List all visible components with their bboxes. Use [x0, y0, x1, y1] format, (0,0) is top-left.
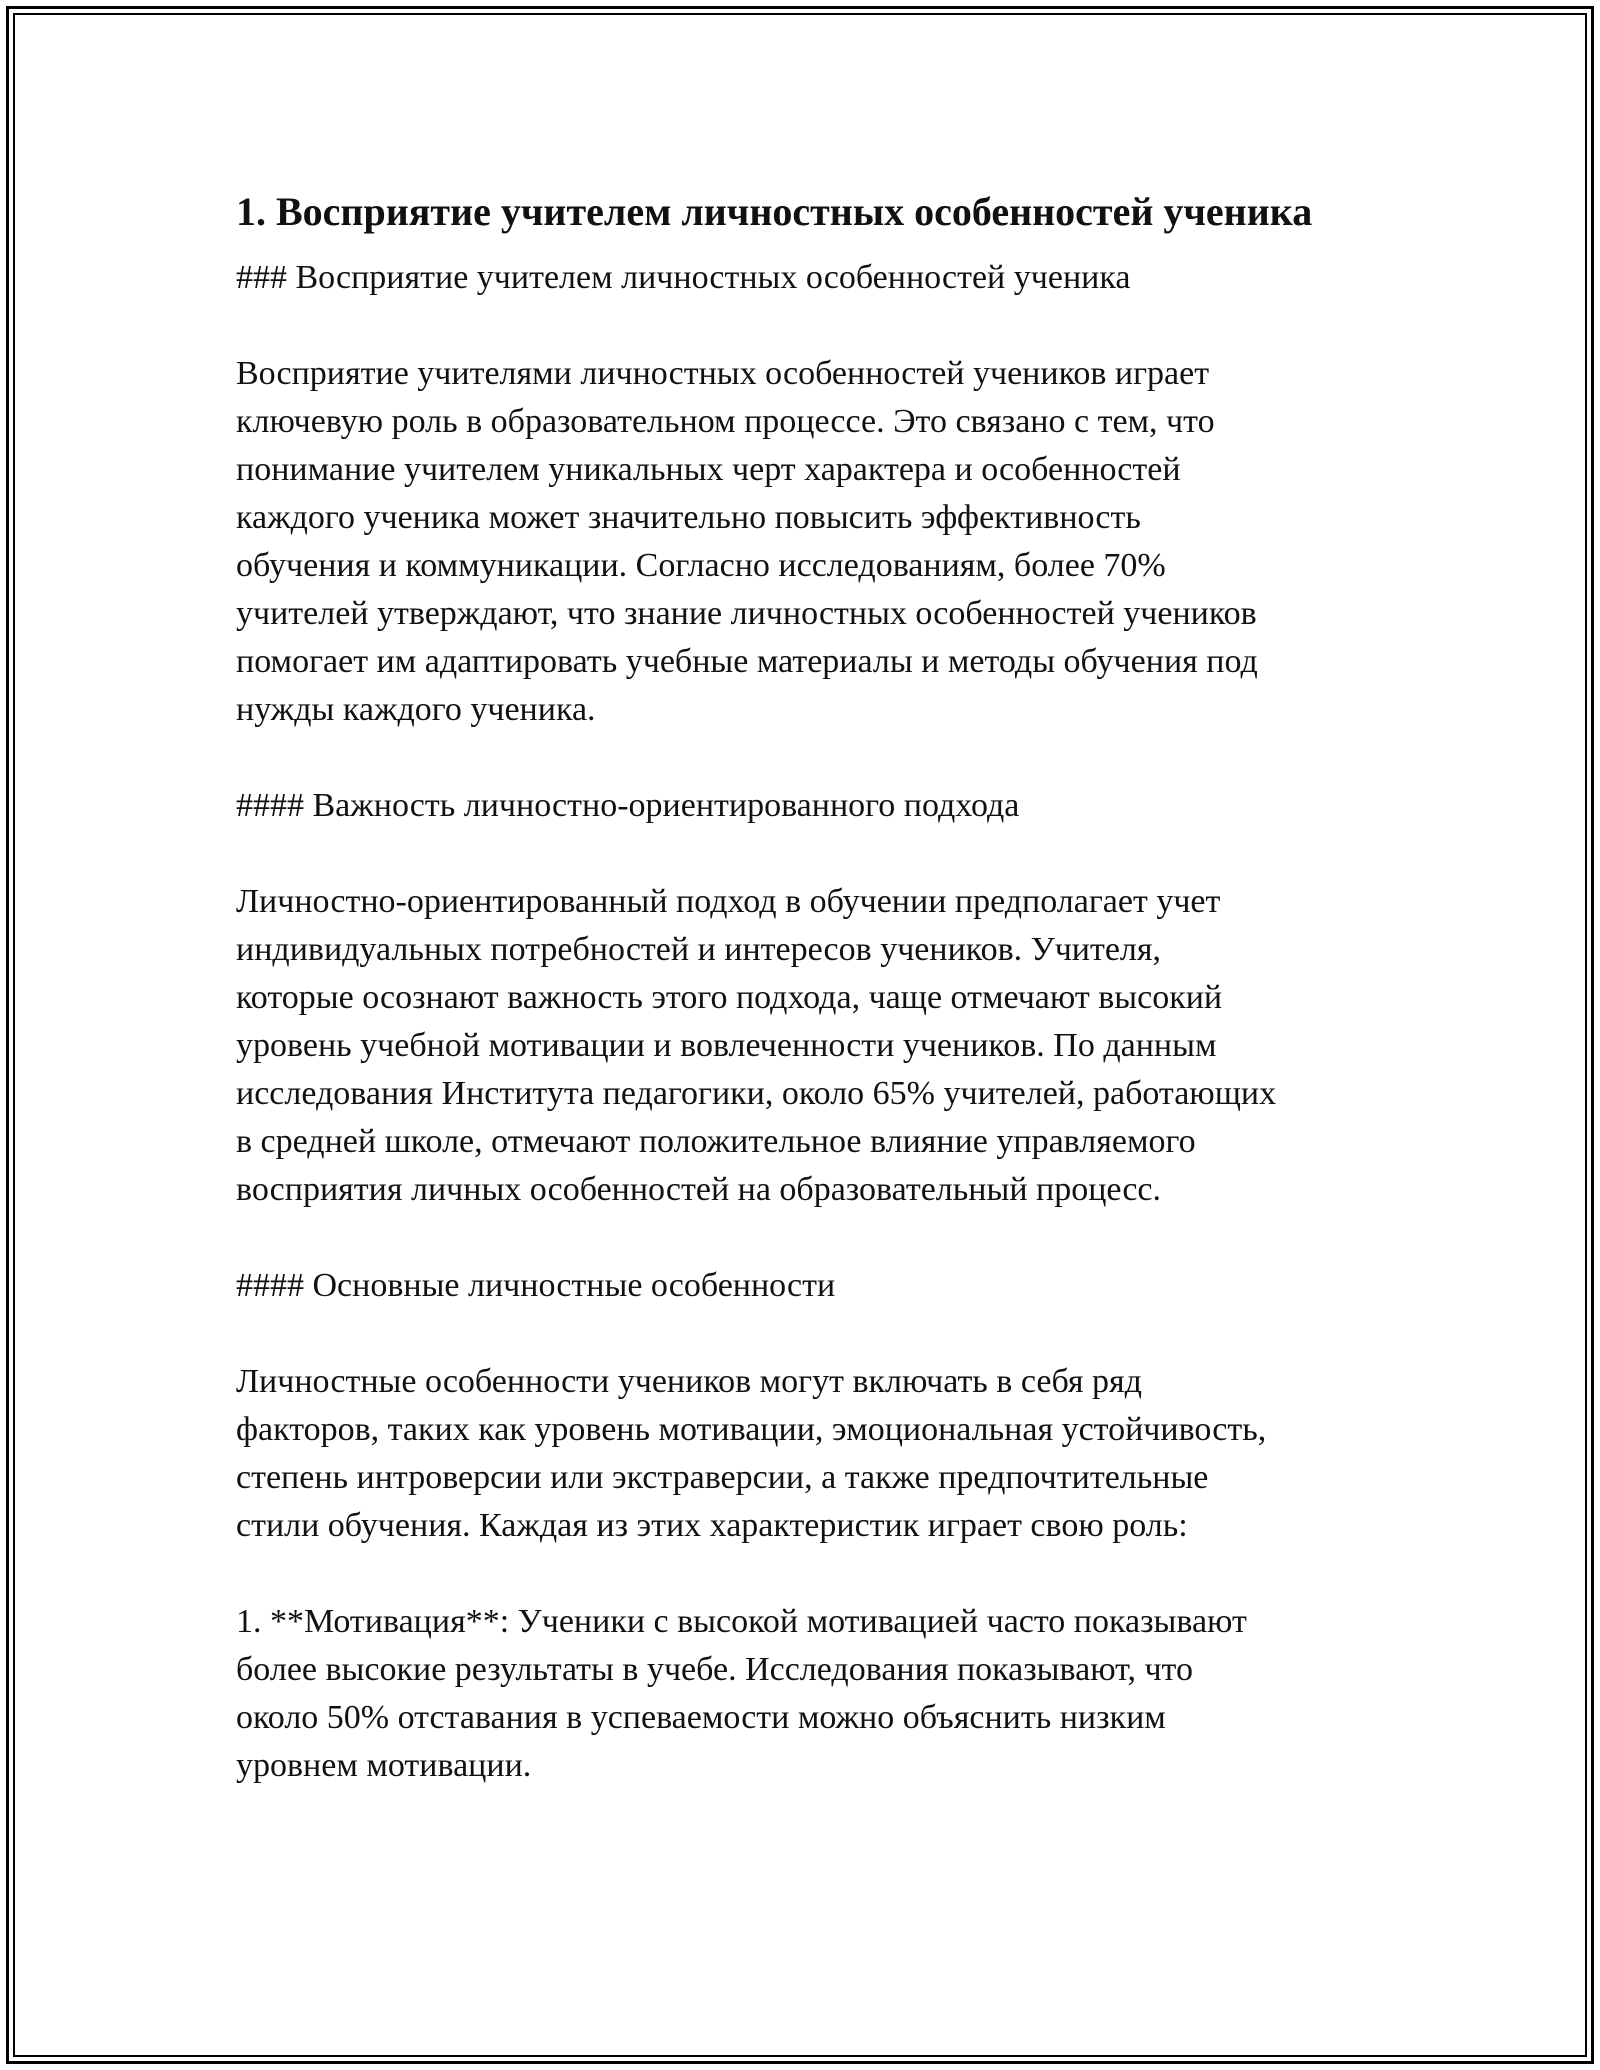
- paragraph-line: более высокие результаты в учебе. Исследования показывают, что: [236, 1651, 1193, 1688]
- paragraph-spacer: [236, 830, 1376, 878]
- paragraph-line: Личностные особенности учеников могут включать в себя ряд: [236, 1363, 1142, 1400]
- paragraph-spacer: [236, 1214, 1376, 1262]
- paragraph-line: уровнем мотивации.: [236, 1747, 532, 1784]
- paragraph-line: стили обучения. Каждая из этих характеристик играет свою роль:: [236, 1507, 1188, 1544]
- document-title: 1. Восприятие учителем личностных особенностей ученика: [236, 189, 1313, 234]
- paragraph-line: уровень учебной мотивации и вовлеченности учеников. По данным: [236, 1027, 1217, 1064]
- subsection-heading-approach: #### Важность личностно-ориентированного подхода: [236, 787, 1020, 824]
- paragraph-intro: [236, 350, 1376, 734]
- paragraph-line: каждого ученика может значительно повысить эффективность: [236, 499, 1141, 536]
- paragraph-approach: [236, 878, 1376, 1214]
- paragraph-line: Личностно-ориентированный подход в обучении предполагает учет: [236, 883, 1221, 920]
- paragraph-line: ключевую роль в образовательном процессе. Это связано с тем, что: [236, 403, 1215, 440]
- document-body: [236, 186, 1376, 1790]
- paragraph-features: [236, 1358, 1376, 1550]
- paragraph-line: исследования Института педагогики, около 65% учителей, работающих: [236, 1075, 1277, 1112]
- paragraph-spacer: [236, 734, 1376, 782]
- paragraph-line: индивидуальных потребностей и интересов учеников. Учителя,: [236, 931, 1162, 968]
- paragraph-spacer: [236, 302, 1376, 350]
- paragraph-line: восприятия личных особенностей на образовательный процесс.: [236, 1171, 1162, 1208]
- paragraph-line: в средней школе, отмечают положительное влияние управляемого: [236, 1123, 1196, 1160]
- paragraph-line: около 50% отставания в успеваемости можно объяснить низким: [236, 1699, 1166, 1736]
- paragraph-line: нужды каждого ученика.: [236, 691, 596, 728]
- list-item-motivation: [236, 1598, 1376, 1790]
- paragraph-line: помогает им адаптировать учебные материалы и методы обучения под: [236, 643, 1258, 680]
- paragraph-line: учителей утверждают, что знание личностных особенностей учеников: [236, 595, 1257, 632]
- paragraph-spacer: [236, 1310, 1376, 1358]
- section-heading: ### Восприятие учителем личностных особенностей ученика: [236, 259, 1131, 296]
- paragraph-line: которые осознают важность этого подхода, чаще отмечают высокий: [236, 979, 1223, 1016]
- paragraph-line: понимание учителем уникальных черт характера и особенностей: [236, 451, 1181, 488]
- subsection-heading-features: #### Основные личностные особенности: [236, 1267, 836, 1304]
- paragraph-line: 1. **Мотивация**: Ученики с высокой мотивацией часто показывают: [236, 1603, 1247, 1640]
- paragraph-line: Восприятие учителями личностных особенностей учеников играет: [236, 355, 1210, 392]
- paragraph-spacer: [236, 1550, 1376, 1598]
- paragraph-line: факторов, таких как уровень мотивации, эмоциональная устойчивость,: [236, 1411, 1267, 1448]
- paragraph-line: степень интроверсии или экстраверсии, а также предпочтительные: [236, 1459, 1209, 1496]
- paragraph-line: обучения и коммуникации. Согласно исследованиям, более 70%: [236, 547, 1166, 584]
